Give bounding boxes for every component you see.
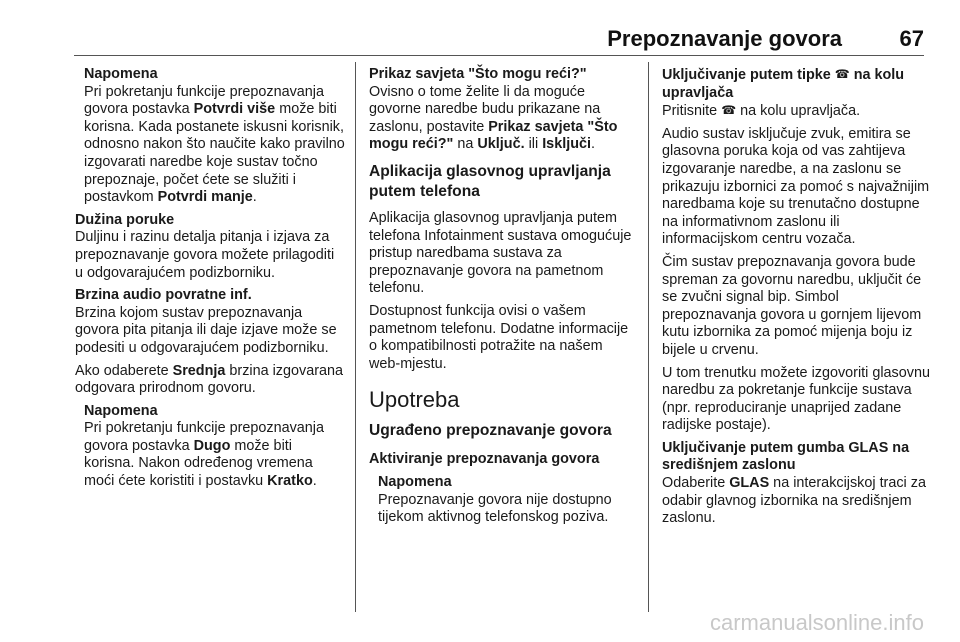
note-text (84, 420, 345, 490)
message-length-label: Dužina poruke (75, 211, 175, 228)
page-header (0, 0, 960, 56)
voice-command-icon: ☎ (721, 103, 737, 118)
message-length-text: Duljinu i razinu detalja pitanja i izjava za prepoznavanje govora možete prilagoditi u odgovarajućem podizborniku. (75, 229, 335, 281)
steering-label (662, 66, 930, 102)
hint-label: Prikaz savjeta "Što mogu reći?" (369, 66, 587, 82)
glas-text (662, 475, 930, 528)
setting-name: Potvrdi manje (157, 189, 253, 206)
text: Pri pokretanju funkcije prepoznavanja govora postavka (84, 420, 324, 454)
app-paragraph-2: Dostupnost funkcija ovisi o vašem pametnom telefonu. Dodatne informacije o kompatibilnosti potražite na našem web-mjestu. (369, 302, 629, 372)
text: brzina izgovarana odgovara prirodnom govoru. (75, 362, 343, 397)
text: Pritisnite (662, 103, 722, 120)
note-long (75, 403, 345, 491)
setting-name: Uključ. (477, 136, 525, 153)
note-call (369, 474, 635, 527)
text: na (453, 136, 478, 153)
note-text (84, 84, 345, 207)
speed-select-text (75, 363, 345, 398)
text: može biti korisna. Nakon određenog vremena moći ćete koristiti i postavku (84, 437, 313, 490)
setting-name: Potvrdi više (193, 101, 276, 118)
page-title: Prepoznavanje govora (607, 26, 842, 51)
text: Ako odaberete (75, 362, 173, 379)
column-divider-2 (648, 62, 649, 612)
text: Pri pokretanju funkcije prepoznavanja govora postavka (84, 83, 324, 118)
paragraph-2: Čim sustav prepoznavanja govora bude spreman za govornu naredbu, uključit će se zvučni signal bip. Simbol prepoznavanja govora u gornjem lijevom kutu izbornika za pomoć mijenja boju iz bijele u crvenu. (662, 253, 922, 358)
steering-text (662, 102, 930, 121)
watermark: carmanualsonline.info (709, 610, 924, 635)
audio-speed-label: Brzina audio povratne inf. (75, 287, 252, 304)
app-heading: Aplikacija glasovnog upravljanja putem telefona (369, 162, 611, 200)
setting-name: Prikaz savjeta "Što mogu reći?" (369, 118, 618, 153)
setting-name: Dugo (193, 437, 231, 454)
note-confirm (75, 66, 345, 207)
text: na kolu upravljača. (736, 103, 861, 120)
audio-speed-text: Brzina kojom sustav prepoznavanja govora pita pitanja ili daje izjave može se podesiti u odgovarajućem podizborniku. (75, 304, 337, 356)
note-label: Napomena (84, 402, 158, 419)
voice-command-icon: ☎ (834, 67, 850, 81)
text: . (590, 136, 595, 153)
paragraph-1: Audio sustav isključuje zvuk, emitira se glasovna poruka koja od vas zahtijeva izgovaranje naredbe, a na zaslonu se prikazuju izbornici za pomoć s najvažnijim naredbama koje su trenutačno dostupne na informativnom zaslonu ili informacijskom centru vozača. (662, 125, 930, 248)
setting-name: GLAS (729, 475, 770, 492)
activation-heading: Aktiviranje prepoznavanja govora (369, 451, 600, 468)
header-divider (74, 55, 924, 56)
text: na kolu upravljača (662, 67, 905, 101)
text: . (252, 189, 257, 206)
paragraph-3: U tom trenutku možete izgovoriti glasovnu naredbu za pokretanje funkcije sustava (npr. reproduciranje unaprijed zadane radijske postaje). (662, 364, 930, 434)
column-2 (369, 66, 635, 532)
page-number: 67 (899, 26, 924, 51)
note-label: Napomena (84, 66, 158, 82)
text: Odaberite (662, 475, 730, 492)
note-label: Napomena (378, 473, 452, 490)
text: može biti korisna. Kada postanete iskusni korisnik, odnosno nakon što naučite kako pravilno izgovarati naredbe koje sustav točno prepoznaje, počet ćete se služiti i postavkom (84, 101, 345, 206)
text: ili (524, 136, 543, 153)
column-divider-1 (355, 62, 356, 612)
setting-name: Srednja (172, 362, 226, 379)
text: Uključivanje putem tipke (662, 67, 835, 83)
app-paragraph-1: Aplikacija glasovnog upravljanja putem telefona Infotainment sustava omogućuje pristup naredbama sustava za prepoznavanje govora na pametnom telefonu. (369, 209, 632, 297)
setting-name: Isključi (542, 136, 591, 153)
builtin-heading: Ugrađeno prepoznavanje govora (369, 422, 612, 440)
text: na interakcijskoj traci za odabir glavnog izbornika na središnjem zaslonu. (662, 475, 926, 527)
hint-text (369, 84, 635, 154)
usage-heading: Upotreba (369, 387, 460, 413)
column-3 (662, 66, 930, 533)
text: Ovisno o tome želite li da moguće govorne naredbe budu prikazane na zaslonu, postavite (369, 83, 601, 135)
setting-name: Kratko (267, 473, 313, 490)
note-text: Prepoznavanje govora nije dostupno tijekom aktivnog telefonskog poziva. (378, 491, 612, 526)
column-1 (75, 66, 345, 496)
glas-label: Uključivanje putem gumba GLAS na središnjem zaslonu (662, 439, 910, 474)
text: . (312, 473, 317, 490)
